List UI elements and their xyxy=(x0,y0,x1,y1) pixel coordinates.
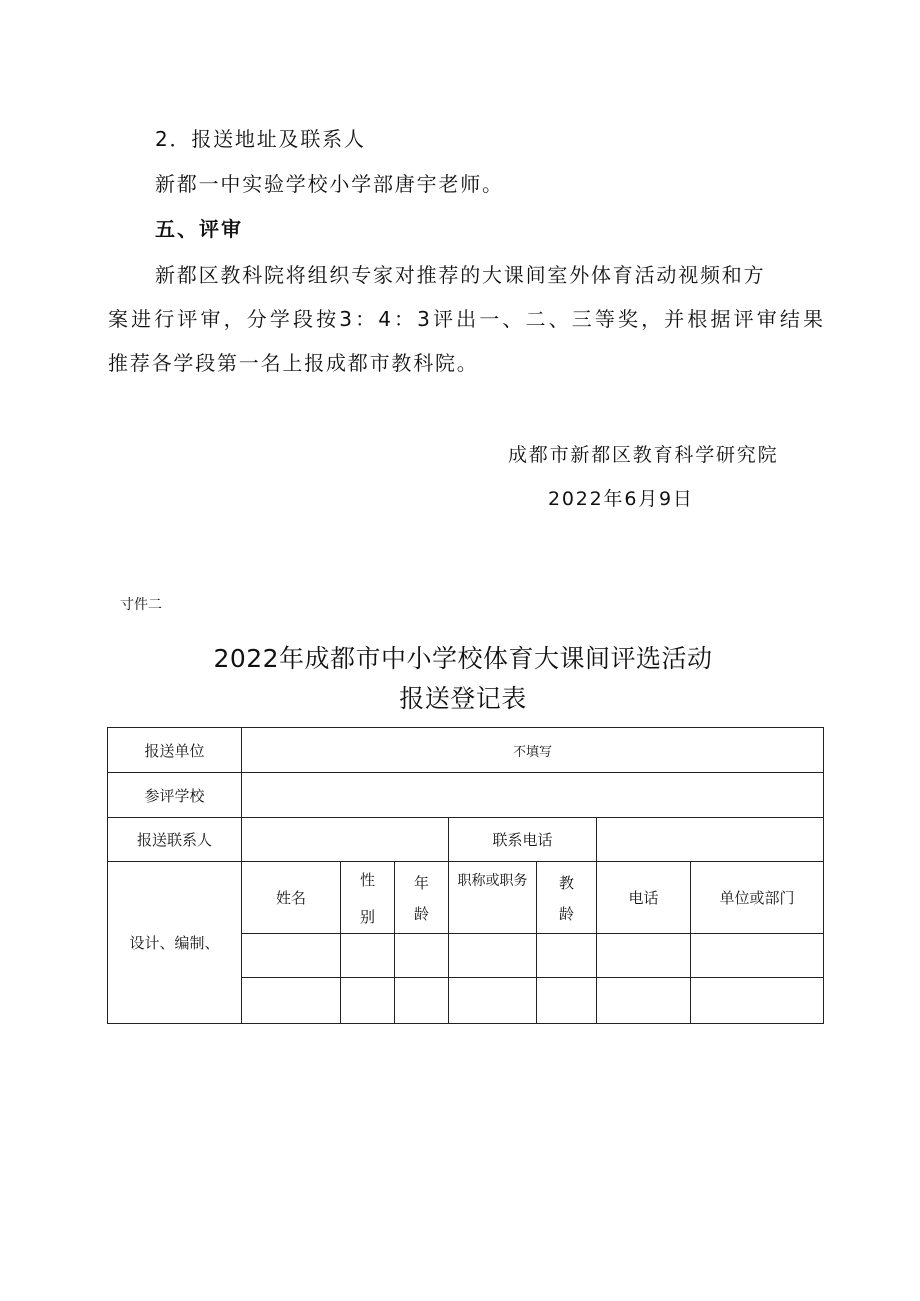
col-gender-top: 性 xyxy=(359,870,375,889)
cell-teaching-years[interactable] xyxy=(537,978,597,1024)
review-paragraph-line-3: 推荐各学段第一名上报成都市教科院。 xyxy=(108,351,479,375)
designer-label: 设计、编制、 xyxy=(108,862,242,1024)
cell-name[interactable] xyxy=(242,934,341,978)
section-item: 2．报送地址及联系人 xyxy=(155,127,366,151)
row-contact xyxy=(108,818,824,862)
contact-phone-field[interactable] xyxy=(597,818,824,862)
col-gender-header xyxy=(341,862,395,934)
cell-name[interactable] xyxy=(242,978,341,1024)
contact-person-label: 报送联系人 xyxy=(108,818,242,862)
cell-teaching-years[interactable] xyxy=(537,934,597,978)
section-heading: 五、评审 xyxy=(155,217,243,241)
cell-title-position[interactable] xyxy=(449,934,537,978)
submitting-unit-value: 不填写 xyxy=(513,744,553,760)
col-age-header xyxy=(395,862,449,934)
contact-person-field[interactable] xyxy=(242,818,449,862)
form-title-line-1: 2022年成都市中小学校体育大课间评选活动 xyxy=(213,644,713,673)
school-field[interactable] xyxy=(242,773,824,818)
col-age-top: 年 xyxy=(413,873,429,892)
form-title-line-2: 报送登记表 xyxy=(399,684,527,713)
cell-phone[interactable] xyxy=(597,978,691,1024)
col-title-position-header: 职称或职务 xyxy=(449,862,537,934)
col-name-header: 姓名 xyxy=(242,862,341,934)
row-school xyxy=(108,773,824,818)
cell-phone[interactable] xyxy=(597,934,691,978)
submitting-unit-field[interactable] xyxy=(242,728,824,773)
cell-age[interactable] xyxy=(395,978,449,1024)
cell-title-position[interactable] xyxy=(449,978,537,1024)
school-label: 参评学校 xyxy=(108,773,242,818)
col-unit-dept-header: 单位或部门 xyxy=(691,862,824,934)
cell-age[interactable] xyxy=(395,934,449,978)
col-age-bottom: 龄 xyxy=(413,904,429,923)
col-teaching-top: 教 xyxy=(558,873,574,892)
submitting-unit-label: 报送单位 xyxy=(108,728,242,773)
col-teaching-bottom: 龄 xyxy=(558,904,574,923)
signature-date: 2022年6月9日 xyxy=(548,488,694,510)
row-submitting-unit xyxy=(108,728,824,773)
col-teaching-years-header xyxy=(537,862,597,934)
attachment-label: 寸件二 xyxy=(120,597,162,613)
signature-organization: 成都市新都区教育科学研究院 xyxy=(508,444,779,466)
row-column-headers xyxy=(108,862,824,934)
registration-form-table xyxy=(107,727,824,1024)
review-paragraph-line-2: 案进行评审，分学段按3：4：3评出一、二、三等奖，并根据评审结果 xyxy=(108,307,823,331)
cell-unit-dept[interactable] xyxy=(691,978,824,1024)
cell-unit-dept[interactable] xyxy=(691,934,824,978)
col-phone-header: 电话 xyxy=(597,862,691,934)
cell-gender[interactable] xyxy=(341,934,395,978)
review-paragraph-line-1: 新都区教科院将组织专家对推荐的大课间室外体育活动视频和方 xyxy=(155,263,766,287)
cell-gender[interactable] xyxy=(341,978,395,1024)
col-gender-bottom: 别 xyxy=(359,907,375,926)
contact-line: 新都一中实验学校小学部唐宇老师。 xyxy=(155,172,504,196)
contact-phone-label: 联系电话 xyxy=(449,818,597,862)
